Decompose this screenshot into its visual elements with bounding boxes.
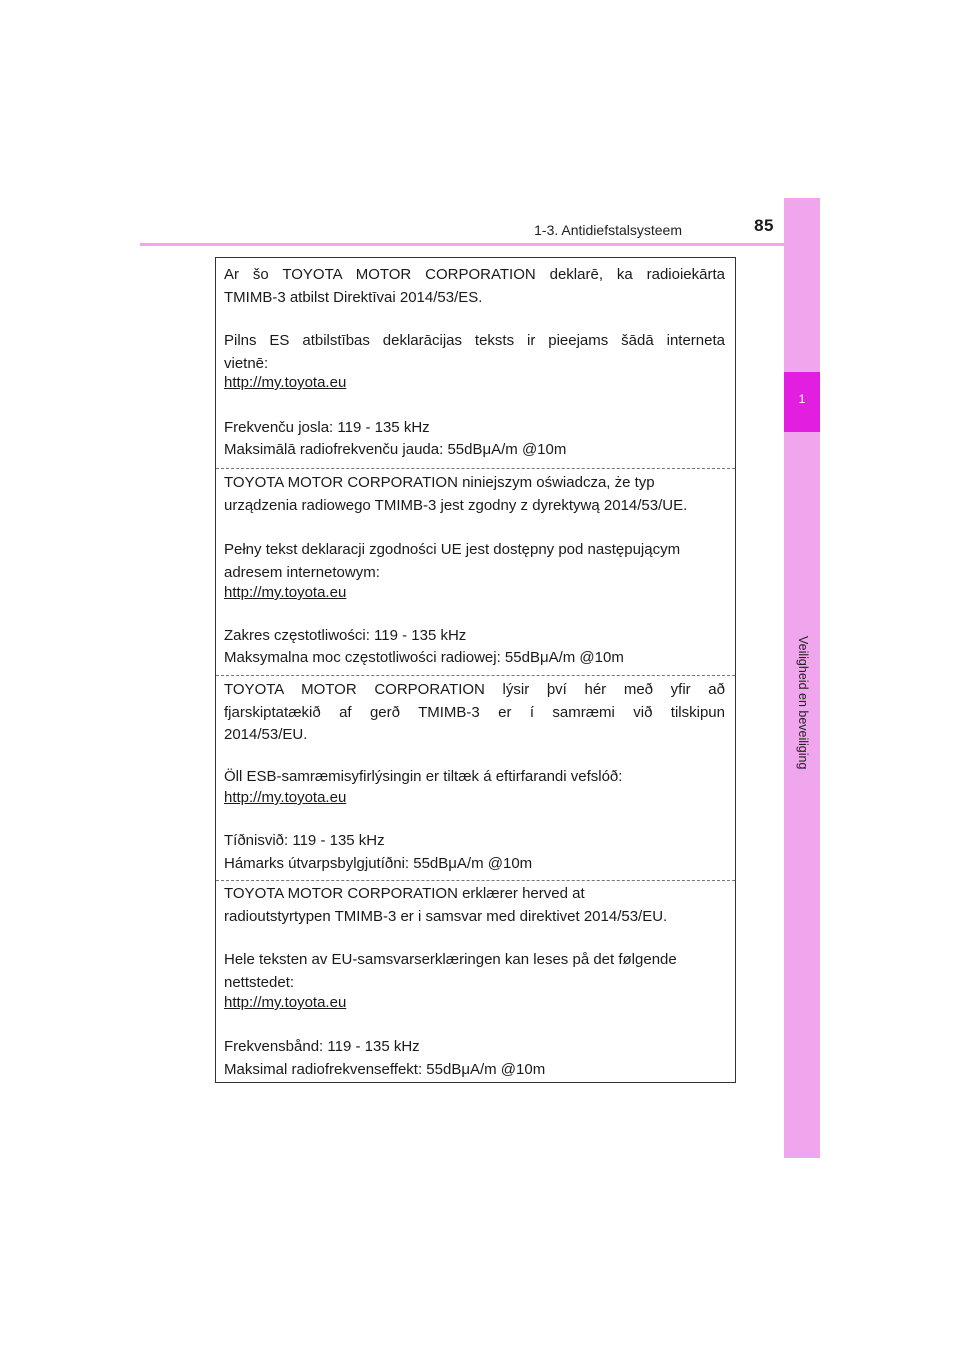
declaration-text: Ar šo TOYOTA MOTOR CORPORATION deklarē, ka radioiekārta [224,266,725,283]
frequency-band: Zakres częstotliwości: 119 - 135 kHz [224,627,467,644]
frequency-band: Frekvenču josla: 119 - 135 kHz [224,419,430,436]
declaration-text: nettstedet: [224,974,295,991]
declaration-text: Öll ESB-samræmisyfirlýsingin er tiltæk á eftirfarandi vefslóð: [224,768,623,785]
declaration-text: radioutstyrtypen TMIMB-3 er i samsvar med direktivet 2014/53/EU. [224,908,668,925]
declaration-link[interactable]: http://my.toyota.eu [224,994,347,1011]
declaration-text: TMIMB-3 atbilst Direktīvai 2014/53/ES. [224,289,483,306]
declaration-link[interactable]: http://my.toyota.eu [224,789,347,806]
declaration-text: TOYOTA MOTOR CORPORATION niniejszym oświadcza, że typ [224,474,655,491]
frequency-band: Frekvensbånd: 119 - 135 kHz [224,1038,420,1055]
declaration-box [215,257,736,1083]
chapter-number: 1 [798,392,806,406]
max-power: Maksimal radiofrekvenseffekt: 55dBμA/m @10m [224,1061,546,1078]
chapter-side-tab [784,198,820,1158]
max-power: Maksimālā radiofrekvenču jauda: 55dBμA/m @10m [224,441,567,458]
chapter-label: Veiligheid en beveiliging [796,636,810,770]
header-rule [140,243,784,246]
chapter-number-box [784,372,820,432]
declaration-section-is [216,675,735,880]
declaration-section-pl [216,468,735,675]
declaration-text: Pilns ES atbilstības deklarācijas teksts ir pieejams šādā interneta [224,332,725,349]
max-power: Maksymalna moc częstotliwości radiowej: 55dBμA/m @10m [224,649,624,666]
declaration-section-lv [216,258,735,468]
declaration-text: 2014/53/EU. [224,726,308,743]
section-title: 1-3. Antidiefstalsysteem [534,222,682,238]
declaration-text: fjarskiptatækið af gerð TMIMB-3 er í samræmi við tilskipun [224,704,725,721]
declaration-text: vietnē: [224,355,269,372]
declaration-text: Hele teksten av EU-samsvarserklæringen kan leses på det følgende [224,951,677,968]
max-power: Hámarks útvarpsbylgjutíðni: 55dBμA/m @10m [224,855,533,872]
declaration-text: TOYOTA MOTOR CORPORATION erklærer herved at [224,885,585,902]
declaration-text: Pełny tekst deklaracji zgodności UE jest dostępny pod następującym [224,541,681,558]
declaration-link[interactable]: http://my.toyota.eu [224,374,347,391]
declaration-text: urządzenia radiowego TMIMB-3 jest zgodny z dyrektywą 2014/53/UE. [224,497,688,514]
declaration-text: TOYOTA MOTOR CORPORATION lýsir því hér með yfir að [224,681,725,698]
declaration-text: adresem internetowym: [224,564,380,581]
page-number: 85 [754,216,774,235]
frequency-band: Tíðnisvið: 119 - 135 kHz [224,832,385,849]
declaration-link[interactable]: http://my.toyota.eu [224,584,347,601]
declaration-section-no [216,880,735,1083]
